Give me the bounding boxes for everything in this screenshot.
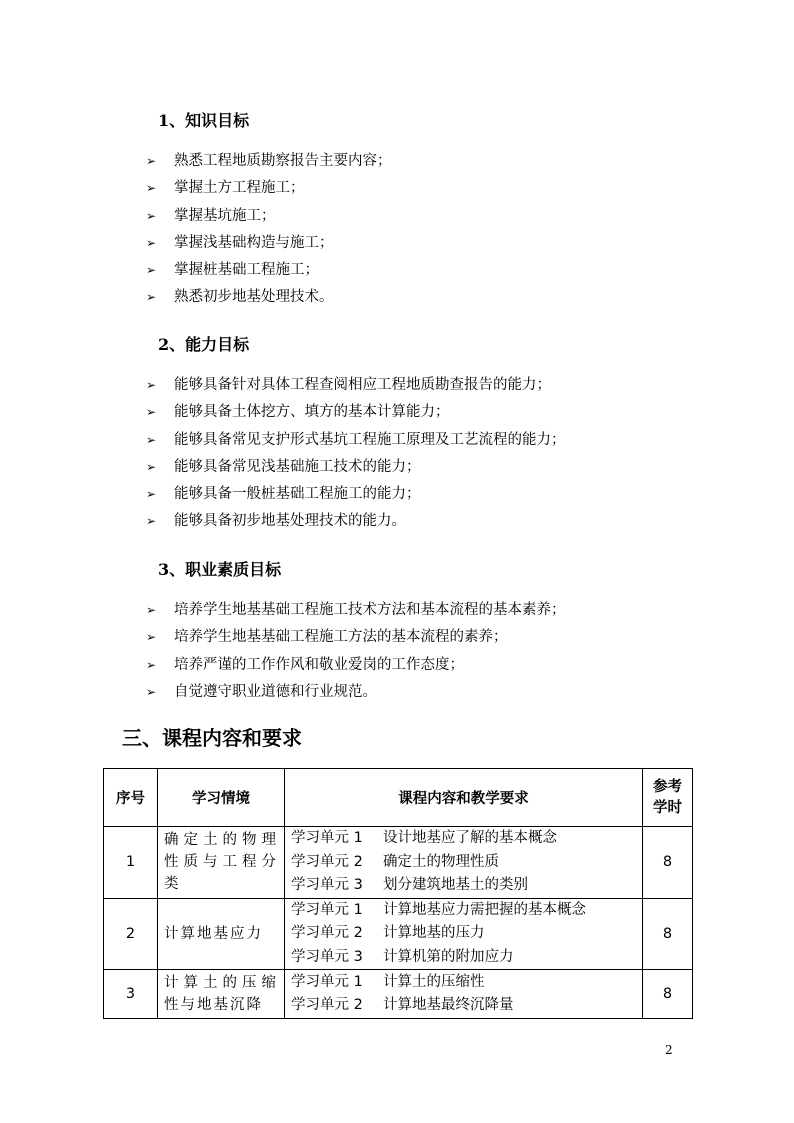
cell-seq: 1: [104, 827, 158, 899]
list-item: ➢ 自觉遵守职业道德和行业规范。: [146, 679, 566, 706]
header-hours: 参考 学时: [643, 769, 693, 827]
unit-line: 学习单元 1 设计地基应了解的基本概念: [291, 830, 557, 846]
list-item: ➢ 能够具备初步地基处理技术的能力。: [146, 508, 566, 535]
list-item: ➢ 能够具备常见浅基础施工技术的能力；: [146, 454, 566, 481]
unit-line: 学习单元 3 划分建筑地基土的类别: [291, 877, 528, 893]
ability-goals-list: [146, 372, 566, 536]
cell-situation: 确定土的物理性质与工程分类: [158, 827, 285, 899]
arrow-bullet-icon: ➢: [146, 459, 157, 474]
arrow-bullet-icon: ➢: [146, 263, 157, 278]
arrow-bullet-icon: ➢: [146, 603, 157, 617]
unit-line: 学习单元 2 确定土的物理性质: [291, 853, 499, 870]
list-item: ➢ 熟悉工程地质勘察报告主要内容；: [146, 148, 392, 175]
course-content-table: [103, 768, 693, 1019]
page-number: 2: [665, 1043, 673, 1057]
arrow-bullet-icon: ➢: [146, 154, 157, 168]
ability-goals-heading: 2、能力目标: [158, 335, 250, 354]
list-item: ➢ 能够具备常见支护形式基坑工程施工原理及工艺流程的能力；: [146, 427, 566, 454]
arrow-bullet-icon: ➢: [146, 378, 157, 392]
list-item: ➢ 能够具备针对具体工程查阅相应工程地质勘查报告的能力；: [146, 372, 566, 399]
arrow-bullet-icon: ➢: [146, 235, 157, 250]
cell-hours: 8: [643, 898, 693, 970]
cell-situation: 计算土的压缩性与地基沉降: [158, 970, 285, 1019]
unit-line: 学习单元 2 计算地基的压力: [291, 925, 485, 941]
arrow-bullet-icon: ➢: [146, 405, 157, 420]
cell-content: [285, 898, 643, 970]
list-item: ➢ 能够具备一般桩基础工程施工的能力；: [146, 481, 566, 508]
knowledge-goals-heading: 1、知识目标: [158, 111, 250, 130]
cell-hours: 8: [643, 827, 693, 899]
table-header-row: [104, 769, 693, 827]
header-content: 课程内容和教学要求: [285, 769, 643, 827]
arrow-bullet-icon: ➢: [146, 487, 157, 502]
arrow-bullet-icon: ➢: [146, 630, 157, 645]
list-item: ➢ 掌握桩基础工程施工；: [146, 257, 392, 284]
arrow-bullet-icon: ➢: [146, 432, 157, 447]
cell-situation: 计算地基应力: [158, 898, 285, 970]
list-item: ➢ 培养学生地基基础工程施工技术方法和基本流程的基本素养；: [146, 597, 566, 624]
arrow-bullet-icon: ➢: [146, 684, 157, 699]
knowledge-goals-list: [146, 148, 392, 312]
table-row: [104, 827, 693, 899]
arrow-bullet-icon: ➢: [146, 657, 157, 672]
list-item: ➢ 掌握基坑施工；: [146, 203, 392, 230]
quality-goals-list: [146, 597, 566, 706]
header-situation: 学习情境: [158, 769, 285, 827]
cell-content: [285, 970, 643, 1019]
list-item: ➢ 培养学生地基基础工程施工方法的基本流程的素养；: [146, 624, 566, 651]
list-item: ➢ 能够具备土体挖方、填方的基本计算能力；: [146, 399, 566, 426]
cell-hours: 8: [643, 970, 693, 1019]
unit-line: 学习单元 2 计算地基最终沉降量: [291, 997, 514, 1013]
quality-goals-heading: 3、职业素质目标: [158, 560, 282, 579]
arrow-bullet-icon: ➢: [146, 181, 157, 196]
arrow-bullet-icon: ➢: [146, 290, 157, 305]
unit-line: 学习单元 1 计算土的压缩性: [291, 973, 485, 990]
list-item: ➢ 培养严谨的工作作风和敬业爱岗的工作态度；: [146, 652, 566, 679]
cell-content: [285, 827, 643, 899]
section-title: 三、课程内容和要求: [122, 726, 302, 750]
unit-line: 学习单元 1 计算地基应力需把握的基本概念: [291, 901, 586, 918]
table-row: [104, 898, 693, 970]
table-row: [104, 970, 693, 1019]
arrow-bullet-icon: ➢: [146, 514, 157, 529]
list-item: ➢ 掌握土方工程施工；: [146, 175, 392, 202]
cell-seq: 3: [104, 970, 158, 1019]
list-item: ➢ 掌握浅基础构造与施工；: [146, 230, 392, 257]
arrow-bullet-icon: ➢: [146, 208, 157, 223]
header-seq: 序号: [104, 769, 158, 827]
unit-line: 学习单元 3 计算机第的附加应力: [291, 948, 514, 965]
list-item: ➢ 熟悉初步地基处理技术。: [146, 284, 392, 311]
cell-seq: 2: [104, 898, 158, 970]
